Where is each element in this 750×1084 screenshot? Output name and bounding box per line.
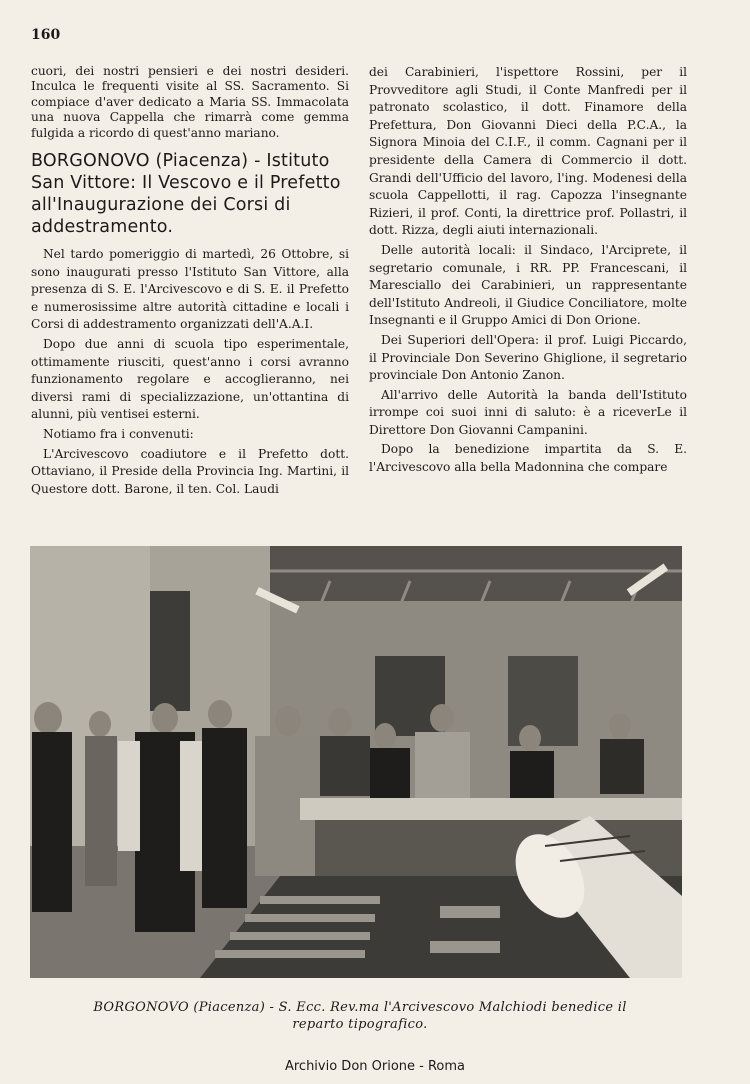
archival-photo [30,546,682,978]
article-paragraph: Dei Superiori dell'Opera: il prof. Luigi Piccardo, il Provinciale Don Severino Ghiglione, il segretario provinciale Don Antonio Zanon. [369,332,687,383]
left-column [31,64,349,498]
article-paragraph: Dopo la benedizione impartita da S. E. l'Arcivescovo alla bella Madonnina che compare [369,442,687,475]
window-left [150,591,190,711]
right-column [369,64,687,477]
window-back [508,656,578,746]
intro-paragraph: cuori, dei nostri pensieri e dei nostri desideri. Inculca le frequenti visite al SS. Sacramento. Si compiace d'aver dedicato a Maria SS. Immacolata una nuova Cappella che rimarrà come gemma fulgida a ricordo di quest'anno mariano. [31,64,349,140]
photo-illustration [30,546,682,978]
archive-footer: Archivio Don Orione - Roma [284,1059,466,1074]
workbench-top [300,798,682,820]
article-paragraph: Notiamo fra i convenuti: [43,426,194,441]
article-paragraph: Nel tardo pomeriggio di martedì, 26 Ottobre, si sono inaugurati presso l'Istituto San Vittore, alla presenza di S. E. l'Arcivescovo e di S. E. il Prefetto e numerosissime altre autorità cittadine e locali i Corsi di addestramento organizzati dell'A.A.I. [31,247,349,332]
article-paragraph: Dopo due anni di scuola tipo esperimentale, ottimamente riusciti, quest'anno i corsi avranno funzionamento regolare e accoglieranno, nei diversi rami di specializzazione, un'ottantina di alunni, più ventisei esterni. [31,337,349,422]
article-paragraph: Delle autorità locali: il Sindaco, l'Arciprete, il segretario comunale, i RR. PP. Francescani, il Maresciallo dei Carabinieri, un rappresentante dell'Istituto Andreoli, il Giudice Conciliatore, molte Insegnanti e il Gruppo Amici di Don Orione. [369,242,687,328]
article-paragraph: dei Carabinieri, l'ispettore Rossini, per il Provveditore agli Studi, il Conte Manfredi per il patronato scolastico, il dott. Finamore della Prefettura, Don Giovanni Dieci della P.C.A., la Signora Minoia del C.I.F., il comm. Cagnani per il presidente della Camera di Commercio il dott. Grandi dell'Ufficio del lavoro, l'ing. Modenesi della scuola Cappellotti, il rag. Capozza l'insegnante Rizieri, il prof. Conti, la direttrice prof. Pollastri, il dott. Rizza, degli aiuti internazionali. [369,65,687,238]
caption-line: reparto tipografico. [292,1017,428,1032]
article-paragraph: All'arrivo delle Autorità la banda dell'Istituto irrompe coi suoi inni di saluto: è a riceverLe il Direttore Don Giovanni Campanini. [369,387,687,437]
photo-caption [40,999,680,1033]
article-paragraph: L'Arcivescovo coadiutore e il Prefetto dott. Ottaviano, il Preside della Provincia Ing. Martini, il Questore dott. Barone, il ten. Col. Laudi [31,446,349,496]
caption-line: BORGONOVO (Piacenza) - S. Ecc. Rev.ma l'Arcivescovo Malchiodi benedice il [93,1000,627,1015]
stole [118,741,140,851]
article-heading: BORGONOVO (Piacenza) - Istituto San Vittore: Il Vescovo e il Prefetto all'Inaugurazione dei Corsi di addestramento. [31,151,341,238]
page-number: 160 [31,27,61,43]
